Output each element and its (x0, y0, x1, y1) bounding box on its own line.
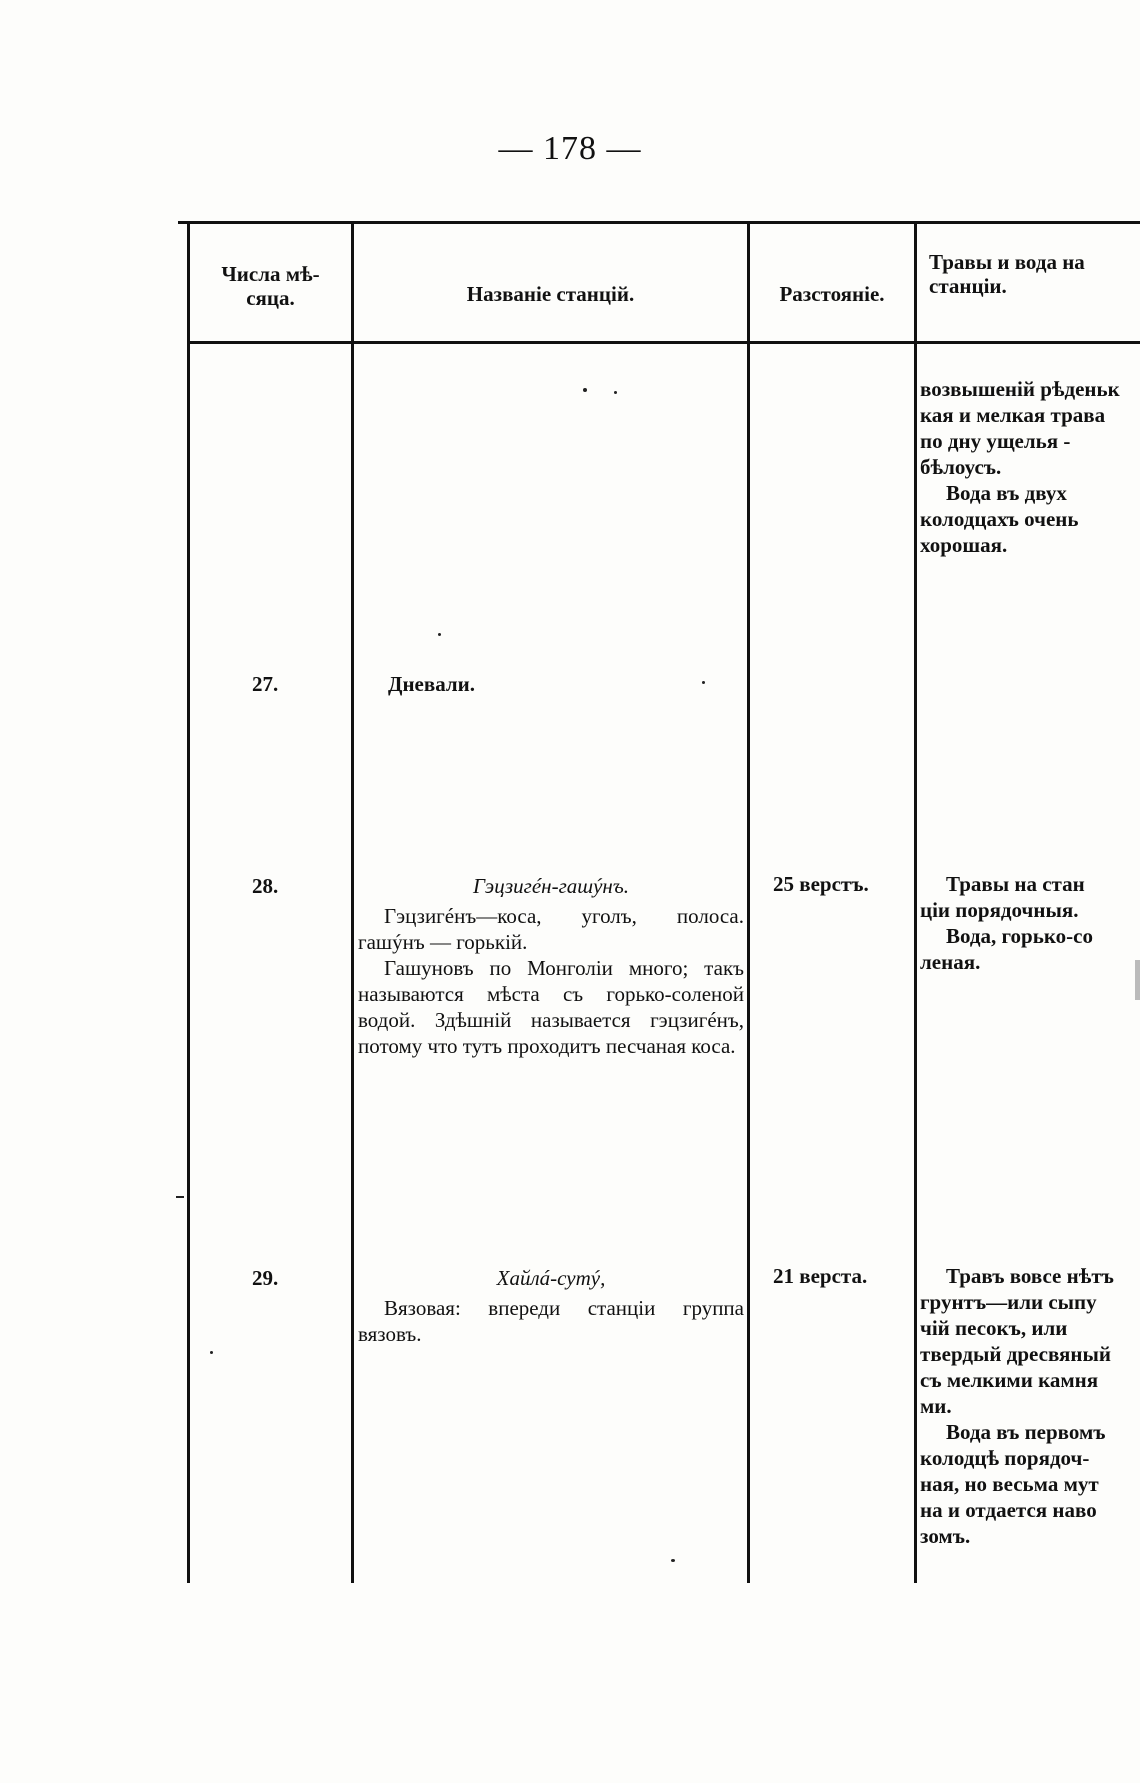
notes-line: грунтъ—или сыпу (920, 1290, 1097, 1314)
description-paragraph: Гашуновъ по Монголіи много; такъ называются мѣста съ горько-соленой водой. Здѣшній называется гэцзигéнъ, потому что тутъ проходитъ песчаная коса. (358, 956, 744, 1058)
notes-line: колодцѣ порядоч- (920, 1446, 1090, 1470)
row-29-distance: 21 верста. (773, 1264, 868, 1288)
notes-line: ми. (920, 1394, 952, 1418)
scan-speck (614, 391, 617, 394)
row-28-station: Гэцзигéн-гашýнъ. (472, 874, 629, 898)
col1-right-rule (351, 221, 354, 1583)
page-number: — 178 — (498, 130, 642, 167)
row-27-day: 27. (252, 672, 279, 696)
notes-line: чій песокъ, или (920, 1316, 1068, 1340)
header-day-of-month: Числа мѣ- сяца. (221, 262, 320, 310)
row-29-station: Хайлá-сутý, (496, 1266, 606, 1290)
notes-line: съ мелкими камня (920, 1368, 1099, 1392)
row-29-description (358, 1295, 744, 1347)
row-29-day: 29. (252, 1266, 279, 1290)
table-top-rule (178, 221, 1140, 224)
header-grass-water: Травы и вода на станціи. (929, 250, 1085, 298)
notes-line: зомъ. (920, 1524, 971, 1548)
carryover-notes (920, 376, 1140, 558)
notes-line: Вода въ первомъ (946, 1420, 1106, 1444)
col2-right-rule (747, 221, 750, 1583)
scan-speck (671, 1559, 675, 1562)
header-station-name: Названіе станцій. (466, 282, 635, 306)
notes-line: возвышеній рѣденьк (920, 377, 1120, 401)
notes-line: бѣлоусъ. (920, 455, 1002, 479)
notes-line: ціи порядочныя. (920, 898, 1079, 922)
scan-speck (176, 1196, 184, 1198)
notes-line: Травы на стан (946, 872, 1085, 896)
notes-line: ная, но весьма мут (920, 1472, 1099, 1496)
row-29-notes (920, 1263, 1140, 1549)
header-bottom-rule (190, 341, 1140, 344)
notes-line: хорошая. (920, 533, 1008, 557)
notes-line: кая и мелкая трава (920, 403, 1106, 427)
notes-line: по дну ущелья - (920, 429, 1071, 453)
scan-speck (438, 633, 441, 636)
scan-speck (210, 1351, 213, 1354)
scan-speck (702, 681, 705, 684)
row-28-distance: 25 верстъ. (773, 872, 869, 896)
col3-right-rule (914, 221, 917, 1583)
row-27-station: Дневали. (388, 672, 476, 696)
notes-line: твердый дресвяный (920, 1342, 1111, 1366)
scan-speck (583, 388, 587, 392)
header-distance: Разстояніе. (779, 282, 885, 306)
description-paragraph: Вязовая: впереди станціи группа вязовъ. (358, 1296, 744, 1346)
notes-line: колодцахъ очень (920, 507, 1079, 531)
notes-line: леная. (920, 950, 981, 974)
notes-line: на и отдается наво (920, 1498, 1097, 1522)
row-28-day: 28. (252, 874, 279, 898)
row-28-notes (920, 871, 1140, 975)
notes-line: Вода, горько-со (946, 924, 1093, 948)
notes-line: Травъ вовсе нѣтъ (946, 1264, 1114, 1288)
description-paragraph: Гэцзигéнъ—коса, уголъ, полоса. гашýнъ — горькій. (358, 904, 744, 954)
notes-line: Вода въ двух (946, 481, 1067, 505)
row-28-description (358, 903, 744, 1059)
scan-speck (1135, 960, 1140, 1000)
col1-left-rule (187, 221, 190, 1583)
